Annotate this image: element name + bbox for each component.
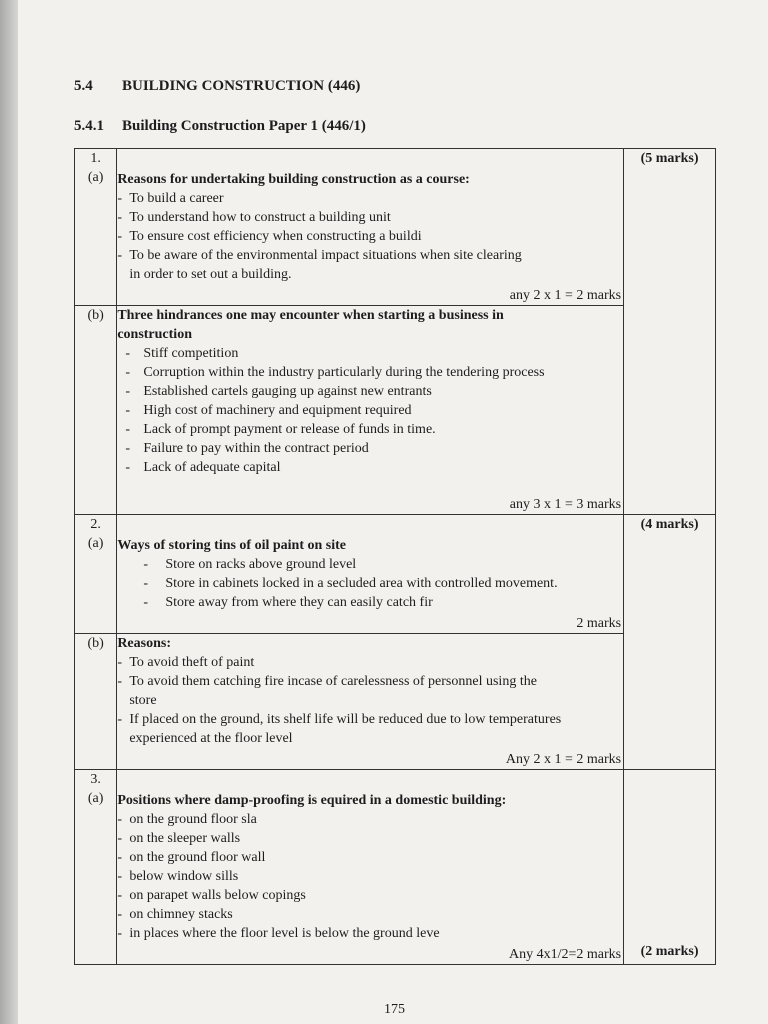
answer-cell (117, 634, 624, 770)
part-marks: any 3 x 1 = 3 marks (509, 497, 622, 512)
part-marks: Any 4x1/2=2 marks (509, 947, 622, 962)
list-item: - Lack of adequate capital (117, 458, 623, 477)
table-row (75, 515, 716, 634)
total-marks: (4 marks) (640, 517, 699, 532)
part-label: (b) (87, 636, 104, 651)
question-number-cell (75, 306, 117, 515)
part-title: Ways of storing tins of oil paint on site (117, 538, 347, 553)
subsection-number: 5.4.1 (74, 118, 104, 134)
list-item: - If placed on the ground, its shelf life will be reduced due to low temperatures experienced at the floor level (117, 710, 623, 748)
answer-cell (117, 515, 624, 634)
subsection-title: Building Construction Paper 1 (446/1) (122, 118, 366, 134)
question-number: 1. (90, 151, 101, 166)
table-row (75, 634, 716, 770)
part-label: (a) (87, 791, 104, 806)
answer-list (117, 653, 623, 748)
total-marks: (5 marks) (640, 151, 699, 166)
part-label: (a) (87, 170, 104, 185)
list-item: - To build a career (117, 189, 623, 208)
list-item: - Established cartels gauging up against new entrants (117, 382, 623, 401)
question-number-cell (75, 149, 117, 306)
answer-cell (117, 149, 624, 306)
answer-list (117, 810, 623, 943)
list-item: - To be aware of the environmental impact situations when site clearing in order to set out a building. (117, 246, 623, 284)
list-item: - Stiff competition (117, 344, 623, 363)
table-row (75, 770, 716, 965)
question-number: 2. (90, 517, 101, 532)
part-title: Reasons for undertaking building construction as a course: (117, 172, 470, 187)
list-item: - Store on racks above ground level (117, 555, 623, 574)
answer-list (117, 189, 623, 284)
question-number: 3. (90, 772, 101, 787)
list-item: - in places where the floor level is below the ground leve (117, 924, 623, 943)
answer-cell (117, 770, 624, 965)
list-item: - To avoid theft of paint (117, 653, 623, 672)
list-item: - below window sills (117, 867, 623, 886)
part-title: Positions where damp-proofing is equired in a domestic building: (117, 793, 507, 808)
marking-scheme-table (74, 148, 716, 965)
subsection-heading (74, 118, 366, 135)
question-number-cell (75, 770, 117, 965)
section-heading (74, 78, 360, 95)
section-number: 5.4 (74, 78, 93, 94)
total-marks-cell (624, 515, 716, 770)
list-item: - Failure to pay within the contract period (117, 439, 623, 458)
list-item: - Corruption within the industry particularly during the tendering process (117, 363, 623, 382)
list-item: - To ensure cost efficiency when constructing a buildi (117, 227, 623, 246)
list-item: - on chimney stacks (117, 905, 623, 924)
answer-list (117, 555, 623, 612)
list-item: - To avoid them catching fire incase of carelessness of personnel using the store (117, 672, 623, 710)
section-title: BUILDING CONSTRUCTION (446) (122, 78, 361, 94)
list-item: - on the ground floor wall (117, 848, 623, 867)
list-item: - High cost of machinery and equipment required (117, 401, 623, 420)
total-marks: (2 marks) (640, 944, 699, 959)
total-marks-cell (624, 770, 716, 965)
answer-list (117, 344, 623, 477)
list-item: - Store away from where they can easily catch fir (117, 593, 623, 612)
list-item: - on the ground floor sla (117, 810, 623, 829)
total-marks-cell (624, 149, 716, 515)
list-item: - Lack of prompt payment or release of funds in time. (117, 420, 623, 439)
question-number-cell (75, 515, 117, 634)
part-title: Three hindrances one may encounter when starting a business in construction (117, 308, 504, 342)
list-item: - on parapet walls below copings (117, 886, 623, 905)
list-item: - Store in cabinets locked in a secluded area with controlled movement. (117, 574, 623, 593)
page-number: 175 (384, 1002, 405, 1017)
book-spine-shadow (0, 0, 18, 1024)
part-label: (a) (87, 536, 104, 551)
answer-cell (117, 306, 624, 515)
part-marks: 2 marks (576, 616, 622, 631)
list-item: - To understand how to construct a building unit (117, 208, 623, 227)
part-label: (b) (87, 308, 104, 323)
list-item: - on the sleeper walls (117, 829, 623, 848)
table-row (75, 149, 716, 306)
part-marks: Any 2 x 1 = 2 marks (505, 752, 622, 767)
table-row (75, 306, 716, 515)
part-marks: any 2 x 1 = 2 marks (509, 288, 622, 303)
question-number-cell (75, 634, 117, 770)
part-title: Reasons: (117, 636, 171, 651)
